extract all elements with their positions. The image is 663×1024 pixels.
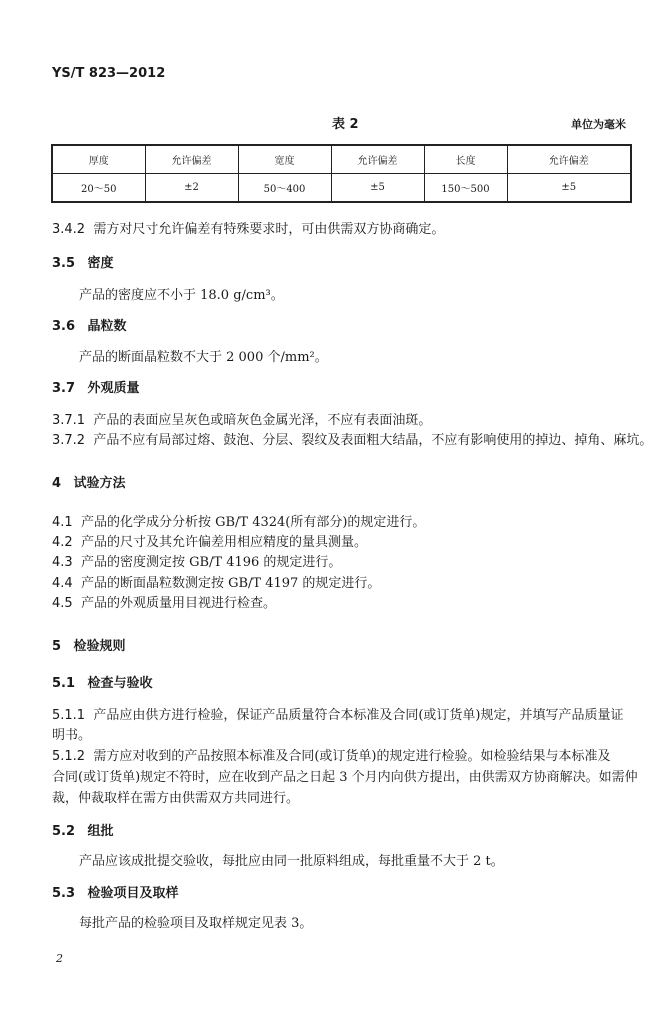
table-header-cell: 允许偏差 [331, 145, 424, 174]
table-cell: 150～500 [424, 174, 507, 203]
clause-number: 3.7.2 [52, 433, 86, 448]
section-title: 检查与验收 [87, 676, 153, 691]
clause-text: 产品的断面晶粒数测定按 GB/T 4197 的规定进行。 [80, 576, 381, 591]
section-5-1-heading [52, 672, 152, 691]
section-5-2-heading [52, 820, 113, 839]
clause-text: 产品的尺寸及其允许偏差用相应精度的量具测量。 [80, 535, 367, 550]
clause-text: 产品的化学成分分析按 GB/T 4324(所有部分)的规定进行。 [80, 515, 426, 530]
clause-text: 产品的外观质量用目视进行检查。 [80, 596, 276, 611]
clause-text: 产品应由供方进行检验，保证产品质量符合本标准及合同(或订货单)规定，并填写产品质量证 [93, 708, 624, 723]
chapter-title: 试验方法 [73, 476, 126, 491]
chapter-number: 4 [52, 476, 62, 491]
section-3-6-heading [52, 315, 126, 334]
clause-4-3 [52, 551, 341, 570]
tolerance-table [51, 144, 632, 203]
table-cell: ±5 [507, 174, 631, 203]
table-header-row [52, 145, 631, 174]
clause-number: 4.1 [52, 515, 73, 530]
batching-requirement: 产品应该成批提交验收，每批应由同一批原料组成，每批重量不大于 2 t。 [79, 854, 504, 869]
table-title: 表 2 [332, 117, 359, 132]
table-header-cell: 宽度 [238, 145, 331, 174]
section-number: 3.5 [52, 256, 76, 271]
clause-number: 5.1.2 [52, 749, 86, 764]
clause-5-1-2 [52, 745, 611, 764]
chapter-number: 5 [52, 639, 62, 654]
section-number: 5.3 [52, 886, 76, 901]
standard-code: YS/T 823—2012 [52, 66, 166, 81]
clause-text: 产品不应有局部过熔、鼓泡、分层、裂纹及表面粗大结晶，不应有影响使用的掉边、掉角、麻坑。 [93, 433, 653, 448]
clause-number: 4.5 [52, 596, 73, 611]
chapter-title: 检验规则 [73, 639, 126, 654]
section-title: 晶粒数 [87, 319, 127, 334]
chapter-4-heading [52, 472, 125, 491]
table-cell: ±2 [145, 174, 238, 203]
section-title: 外观质量 [87, 381, 140, 396]
table-header-cell: 允许偏差 [145, 145, 238, 174]
clause-4-5 [52, 592, 276, 611]
section-number: 3.7 [52, 381, 76, 396]
clause-4-1 [52, 511, 425, 530]
clause-3-4-2 [52, 218, 444, 237]
table-header-cell: 长度 [424, 145, 507, 174]
clause-number: 4.4 [52, 576, 73, 591]
clause-number: 3.7.1 [52, 413, 86, 428]
section-title: 密度 [87, 256, 114, 271]
table-header-cell: 允许偏差 [507, 145, 631, 174]
clause-number: 4.2 [52, 535, 73, 550]
density-requirement: 产品的密度应不小于 18.0 g/cm³。 [79, 288, 284, 303]
clause-number: 5.1.1 [52, 708, 86, 723]
section-3-7-heading [52, 377, 139, 396]
clause-text: 产品的密度测定按 GB/T 4196 的规定进行。 [80, 555, 342, 570]
section-number: 5.1 [52, 676, 76, 691]
page-number: 2 [56, 952, 63, 965]
table-header-cell: 厚度 [52, 145, 145, 174]
chapter-5-heading [52, 635, 125, 654]
clause-4-4 [52, 572, 380, 591]
grain-count-requirement: 产品的断面晶粒数不大于 2 000 个/mm²。 [79, 350, 328, 365]
clause-5-1-2-continued: 合同(或订货单)规定不符时，应在收到产品之日起 3 个月内向供方提出，由供需双方协商解决。如需仲 [52, 770, 638, 785]
clause-4-2 [52, 531, 367, 550]
clause-number: 3.4.2 [52, 222, 86, 237]
clause-text: 产品的表面应呈灰色或暗灰色金属光泽，不应有表面油斑。 [93, 413, 432, 428]
section-title: 组批 [87, 824, 114, 839]
section-5-3-heading [52, 882, 178, 901]
clause-number: 4.3 [52, 555, 73, 570]
section-number: 5.2 [52, 824, 76, 839]
table-cell: 20～50 [52, 174, 145, 203]
clause-3-7-2 [52, 429, 652, 448]
table-cell: 50～400 [238, 174, 331, 203]
inspection-items-requirement: 每批产品的检验项目及取样规定见表 3。 [79, 916, 313, 931]
section-number: 3.6 [52, 319, 76, 334]
clause-text: 需方对尺寸允许偏差有特殊要求时，可由供需双方协商确定。 [93, 222, 445, 237]
section-3-5-heading [52, 252, 113, 271]
table-unit: 单位为毫米 [571, 118, 626, 131]
table-cell: ±5 [331, 174, 424, 203]
section-title: 检验项目及取样 [87, 886, 179, 901]
clause-3-7-1 [52, 409, 431, 428]
table-row [52, 174, 631, 203]
clause-5-1-2-continued: 裁，仲裁取样在需方由供需双方共同进行。 [52, 791, 300, 806]
clause-5-1-1 [52, 704, 624, 723]
clause-5-1-1-continued: 明书。 [52, 728, 92, 743]
clause-text: 需方应对收到的产品按照本标准及合同(或订货单)的规定进行检验。如检验结果与本标准及 [93, 749, 611, 764]
